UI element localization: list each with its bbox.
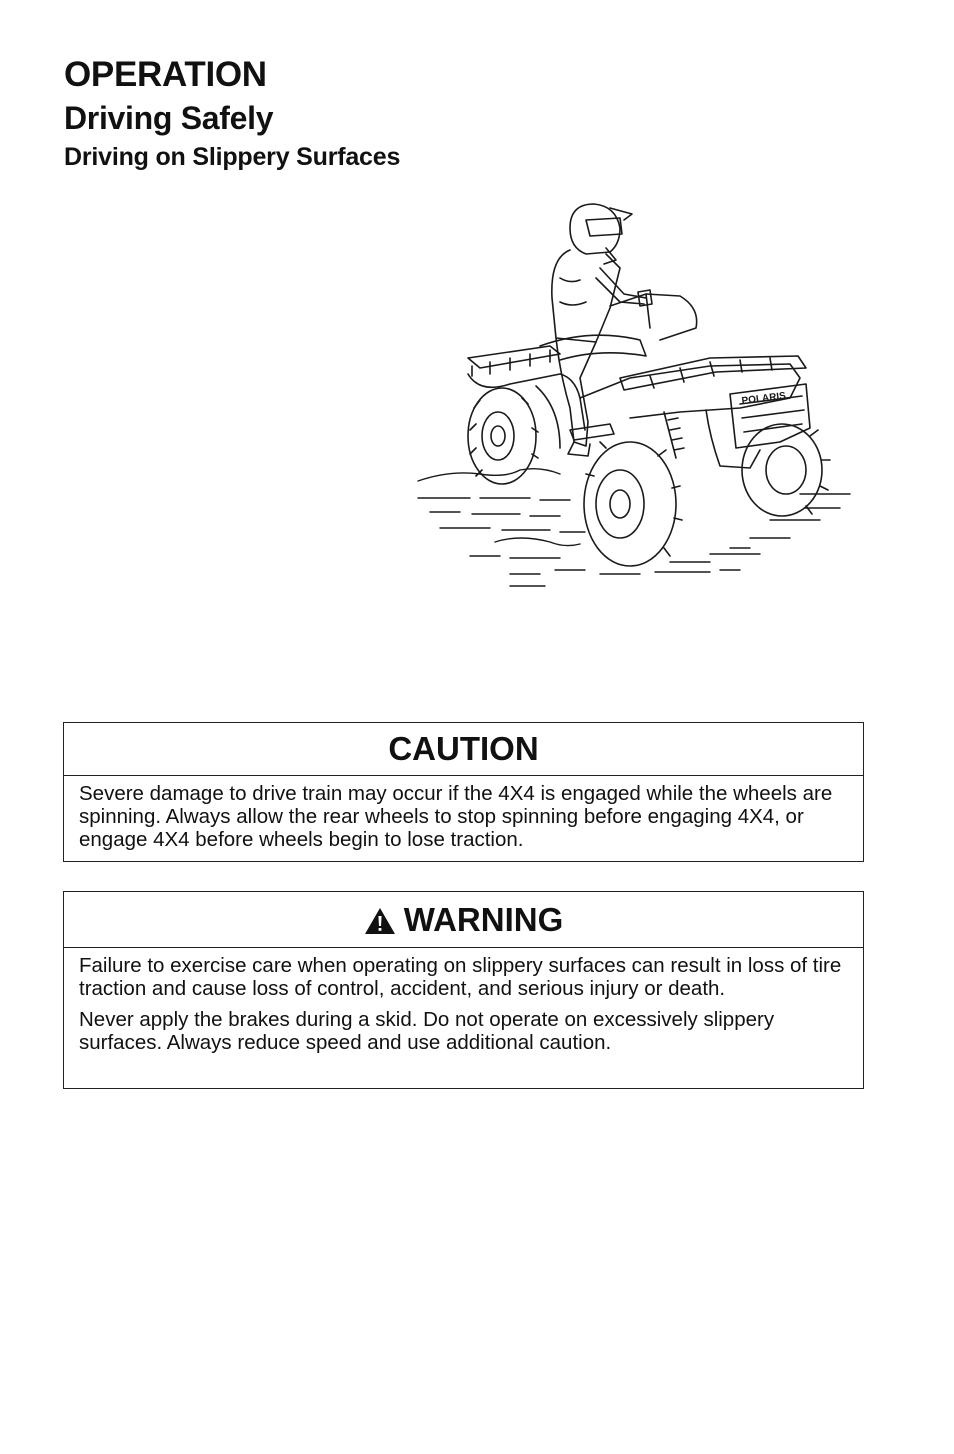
warning-triangle-icon: [364, 907, 396, 935]
rider-figure: [552, 204, 652, 456]
rider-on-atv-illustration: [410, 198, 860, 590]
caution-body: [64, 776, 863, 851]
warning-header: [64, 892, 863, 948]
slippery-ground-lines: [418, 469, 850, 586]
section-title: OPERATION: [64, 55, 267, 94]
caution-box: [63, 722, 864, 862]
warning-paragraph-1: Failure to exercise care when operating on slippery surfaces can result in loss of tire traction and cause loss of control, accident, and serious injury or death.: [79, 954, 842, 1000]
atv-body: [468, 294, 810, 468]
caution-title: CAUTION: [388, 730, 539, 767]
warning-paragraph-2: Never apply the brakes during a skid. Do not operate on excessively slippery surfaces. Always reduce speed and use additional caution.: [79, 1008, 775, 1054]
subsection-title: Driving Safely: [64, 100, 274, 136]
warning-body: [64, 948, 863, 1054]
brand-mark: POLARIS: [741, 390, 787, 407]
warning-title: WARNING: [403, 900, 564, 938]
caution-paragraph: Severe damage to drive train may occur if the 4X4 is engaged while the wheels are spinning. Always allow the rear wheels to stop spinning before engaging 4X4, or engage 4X4 before wheels begin to lose traction.: [79, 782, 833, 851]
topic-title: Driving on Slippery Surfaces: [64, 143, 401, 171]
front-wheel-left: [584, 442, 682, 566]
front-wheel-right: [742, 424, 830, 516]
warning-box: [63, 891, 864, 1089]
caution-header: [64, 723, 863, 776]
